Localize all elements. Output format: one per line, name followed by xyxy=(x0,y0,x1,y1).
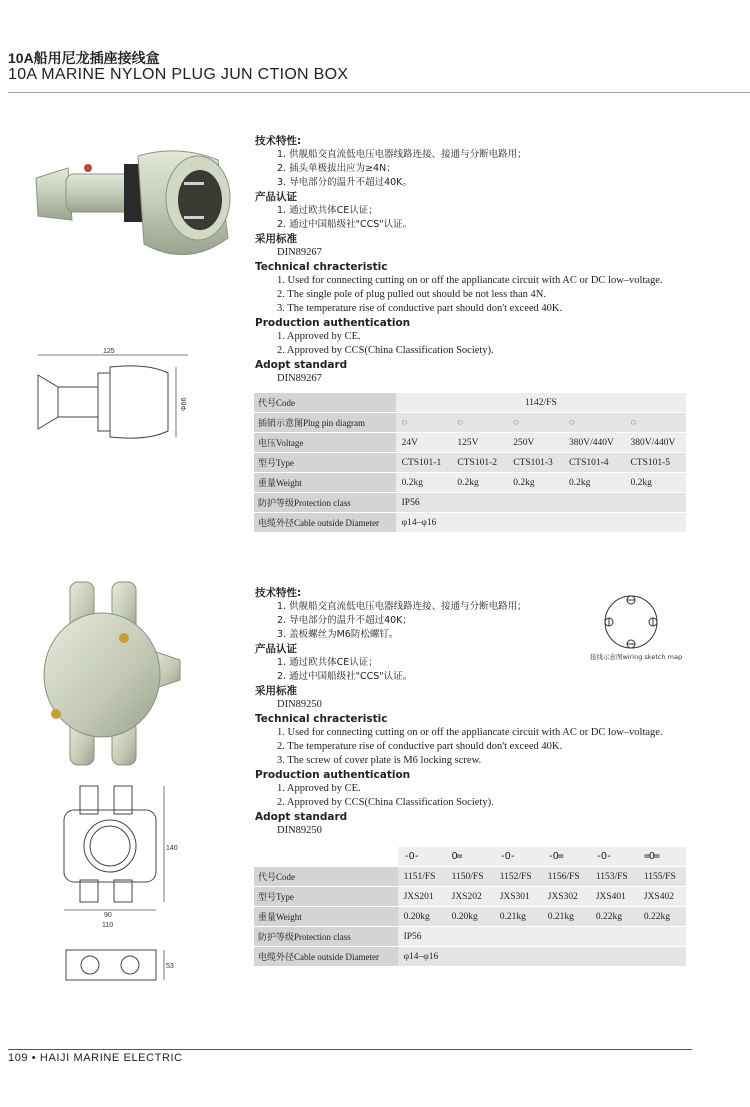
p2-dim-height: 140 xyxy=(166,845,178,852)
p1-tech-zh-3: 3. 导电部分的温升不超过40K。 xyxy=(277,177,412,188)
product1-spec xyxy=(255,134,663,386)
wiring-symbol-icon: -O= xyxy=(542,847,590,867)
table-cell: JXS202 xyxy=(446,887,494,907)
table-cell: JXS201 xyxy=(398,887,446,907)
p1-tech-en-2: 2. The single pole of plug pulled out should be not less than 4N. xyxy=(277,289,546,300)
table-row xyxy=(254,887,686,907)
junction-box-dimension-drawing xyxy=(56,780,176,930)
table-cell: CTS101-5 xyxy=(624,453,686,473)
p2-cert-zh-title: 产品认证 xyxy=(255,643,297,655)
table-row xyxy=(254,927,686,947)
p1-cert-zh-1: 1. 通过欧共体CE认证； xyxy=(277,205,378,216)
junction-box-photo xyxy=(40,580,190,770)
p2-dim-depth: 53 xyxy=(166,963,174,970)
p1-pin-label: 插销示意图Plug pin diagram xyxy=(254,413,396,433)
p2-weight-label: 重量Weight xyxy=(254,907,398,927)
table-cell: CTS101-3 xyxy=(507,453,563,473)
table-cell: 1155/FS xyxy=(638,867,686,887)
table-cell: JXS401 xyxy=(590,887,638,907)
table-row xyxy=(254,867,686,887)
p1-dim-length: 125 xyxy=(103,348,115,355)
table-cell: JXS301 xyxy=(494,887,542,907)
p1-weight-label: 重量Weight xyxy=(254,473,396,493)
table-cell: 24V xyxy=(396,433,452,453)
p1-tech-zh-2: 2. 插头单极拔出应为≥4N； xyxy=(277,163,396,174)
table-cell: 0.22kg xyxy=(590,907,638,927)
p2-cert-zh-2: 2. 通过中国船级社"CCS"认证。 xyxy=(277,671,413,682)
p2-protection-label: 防护等级Protection class xyxy=(254,927,398,947)
p1-voltage-label: 电压Voltage xyxy=(254,433,396,453)
table-cell: 380V/440V xyxy=(563,433,624,453)
table-cell: 0.2kg xyxy=(507,473,563,493)
table-cell: 0.2kg xyxy=(563,473,624,493)
plug-photo xyxy=(28,138,238,268)
table-cell: 1152/FS xyxy=(494,867,542,887)
p1-protection-label: 防护等级Protection class xyxy=(254,493,396,513)
table-cell: JXS402 xyxy=(638,887,686,907)
table-row xyxy=(254,393,686,413)
page-title-zh: 10A船用尼龙插座接线盒 xyxy=(8,50,160,66)
table-cell: CTS101-4 xyxy=(563,453,624,473)
p1-cert-en-title: Production authentication xyxy=(255,317,411,329)
pin-diagram-icon: ◌ xyxy=(396,413,452,433)
p1-cert-zh-2: 2. 通过中国船级社"CCS"认证。 xyxy=(277,219,413,230)
table-cell: 0.20kg xyxy=(446,907,494,927)
page-title-en: 10A MARINE NYLON PLUG JUN CTION BOX xyxy=(8,66,349,83)
table-cell: 1150/FS xyxy=(446,867,494,887)
p1-protection-value: IP56 xyxy=(396,493,686,513)
p1-cable-value: φ14–φ16 xyxy=(396,513,686,533)
table-cell: JXS302 xyxy=(542,887,590,907)
table-cell: CTS101-1 xyxy=(396,453,452,473)
p1-code-label: 代号Code xyxy=(254,393,396,413)
table-row xyxy=(254,453,686,473)
p2-std-zh-title: 采用标准 xyxy=(255,685,297,697)
junction-box-side-drawing xyxy=(56,940,176,990)
table-cell: 0.21kg xyxy=(542,907,590,927)
table-row xyxy=(254,513,686,533)
p1-code-value: 1142/FS xyxy=(396,393,686,413)
p1-tech-zh-1: 1. 供舰船交直流低电压电器线路连接、接通与分断电路用； xyxy=(277,149,527,160)
p2-tech-zh-3: 3. 盖板螺丝为M6防松螺钉。 xyxy=(277,629,399,640)
footer-divider xyxy=(8,1049,692,1050)
p1-std-zh: DIN89267 xyxy=(277,247,322,258)
wiring-sketch-diagram xyxy=(596,590,666,652)
p2-tech-en-title: Technical chracteristic xyxy=(255,713,388,725)
p1-cert-en-1: 1. Approved by CE. xyxy=(277,331,361,342)
plug-dimension-drawing xyxy=(28,345,208,440)
table-row xyxy=(254,413,686,433)
p2-std-zh: DIN89250 xyxy=(277,699,322,710)
p1-cable-label: 电缆外径Cable outside Diameter xyxy=(254,513,396,533)
wiring-symbol-icon: -O- xyxy=(590,847,638,867)
p2-type-label: 型号Type xyxy=(254,887,398,907)
table-cell: 1153/FS xyxy=(590,867,638,887)
wiring-symbol-icon: =O= xyxy=(638,847,686,867)
p2-tech-zh-1: 1. 供舰船交直流低电压电器线路连接、接通与分断电路用； xyxy=(277,601,527,612)
table-row xyxy=(254,473,686,493)
wiring-symbol-icon: -O- xyxy=(398,847,446,867)
p2-code-label: 代号Code xyxy=(254,867,398,887)
p1-tech-zh-title: 技术特性: xyxy=(255,135,302,147)
table-cell: 0.2kg xyxy=(624,473,686,493)
header-divider xyxy=(8,92,750,93)
table-cell: 380V/440V xyxy=(624,433,686,453)
p1-std-en-title: Adopt standard xyxy=(255,359,348,371)
table-cell: 250V xyxy=(507,433,563,453)
table-cell: 125V xyxy=(451,433,507,453)
p2-cert-en-title: Production authentication xyxy=(255,769,411,781)
p2-cable-label: 电缆外径Cable outside Diameter xyxy=(254,947,398,967)
p2-dim-width-outer: 110 xyxy=(102,922,114,929)
p1-cert-en-2: 2. Approved by CCS(China Classification Society). xyxy=(277,345,494,356)
p2-cert-en-1: 1. Approved by CE. xyxy=(277,783,361,794)
table-cell: 0.20kg xyxy=(398,907,446,927)
p1-type-label: 型号Type xyxy=(254,453,396,473)
p2-dim-width-inner: 90 xyxy=(104,912,112,919)
table-row xyxy=(254,433,686,453)
table-cell: 0.22kg xyxy=(638,907,686,927)
pin-diagram-icon: ◌ xyxy=(451,413,507,433)
p1-tech-en-3: 3. The temperature rise of conductive part should don't exceed 40K. xyxy=(277,303,563,314)
p2-protection-value: IP56 xyxy=(398,927,686,947)
table-row xyxy=(254,907,686,927)
table-cell: 0.2kg xyxy=(451,473,507,493)
p2-spec-table xyxy=(254,846,686,967)
wiring-symbol-icon: -O- xyxy=(494,847,542,867)
p2-cable-value: φ14–φ16 xyxy=(398,947,686,967)
p2-cert-zh-1: 1. 通过欧共体CE认证； xyxy=(277,657,378,668)
p2-std-en-title: Adopt standard xyxy=(255,811,348,823)
table-cell: 1156/FS xyxy=(542,867,590,887)
page-footer: 109 • HAIJI MARINE ELECTRIC xyxy=(8,1052,183,1064)
p1-dim-dia: Φ66 xyxy=(181,397,188,411)
wiring-sketch-label: 接线示意图wiring sketch map xyxy=(590,653,683,661)
wiring-symbol-icon: O= xyxy=(446,847,494,867)
p1-std-en: DIN89267 xyxy=(277,373,322,384)
p1-spec-table xyxy=(254,392,686,533)
pin-diagram-icon: ◌ xyxy=(563,413,624,433)
p1-tech-en-1: 1. Used for connecting cutting on or off the appliancate circuit with AC or DC low–voltage. xyxy=(277,275,663,286)
p2-tech-en-3: 3. The screw of cover plate is M6 locking screw. xyxy=(277,755,482,766)
p1-std-zh-title: 采用标准 xyxy=(255,233,297,245)
table-cell: 0.21kg xyxy=(494,907,542,927)
p2-tech-en-2: 2. The temperature rise of conductive part should don't exceed 40K. xyxy=(277,741,563,752)
p1-cert-zh-title: 产品认证 xyxy=(255,191,297,203)
table-cell: CTS101-2 xyxy=(451,453,507,473)
p2-cert-en-2: 2. Approved by CCS(China Classification Society). xyxy=(277,797,494,808)
table-row xyxy=(254,493,686,513)
p2-std-en: DIN89250 xyxy=(277,825,322,836)
pin-diagram-icon: ◌ xyxy=(624,413,686,433)
p2-tech-zh-2: 2. 导电部分的温升不超过40K； xyxy=(277,615,412,626)
p2-tech-en-1: 1. Used for connecting cutting on or off the appliancate circuit with AC or DC low–voltage. xyxy=(277,727,663,738)
table-cell: 1151/FS xyxy=(398,867,446,887)
p2-tech-zh-title: 技术特性: xyxy=(255,587,302,599)
table-row xyxy=(254,947,686,967)
p1-tech-en-title: Technical chracteristic xyxy=(255,261,388,273)
table-cell: 0.2kg xyxy=(396,473,452,493)
table-row xyxy=(254,847,686,867)
pin-diagram-icon: ◌ xyxy=(507,413,563,433)
